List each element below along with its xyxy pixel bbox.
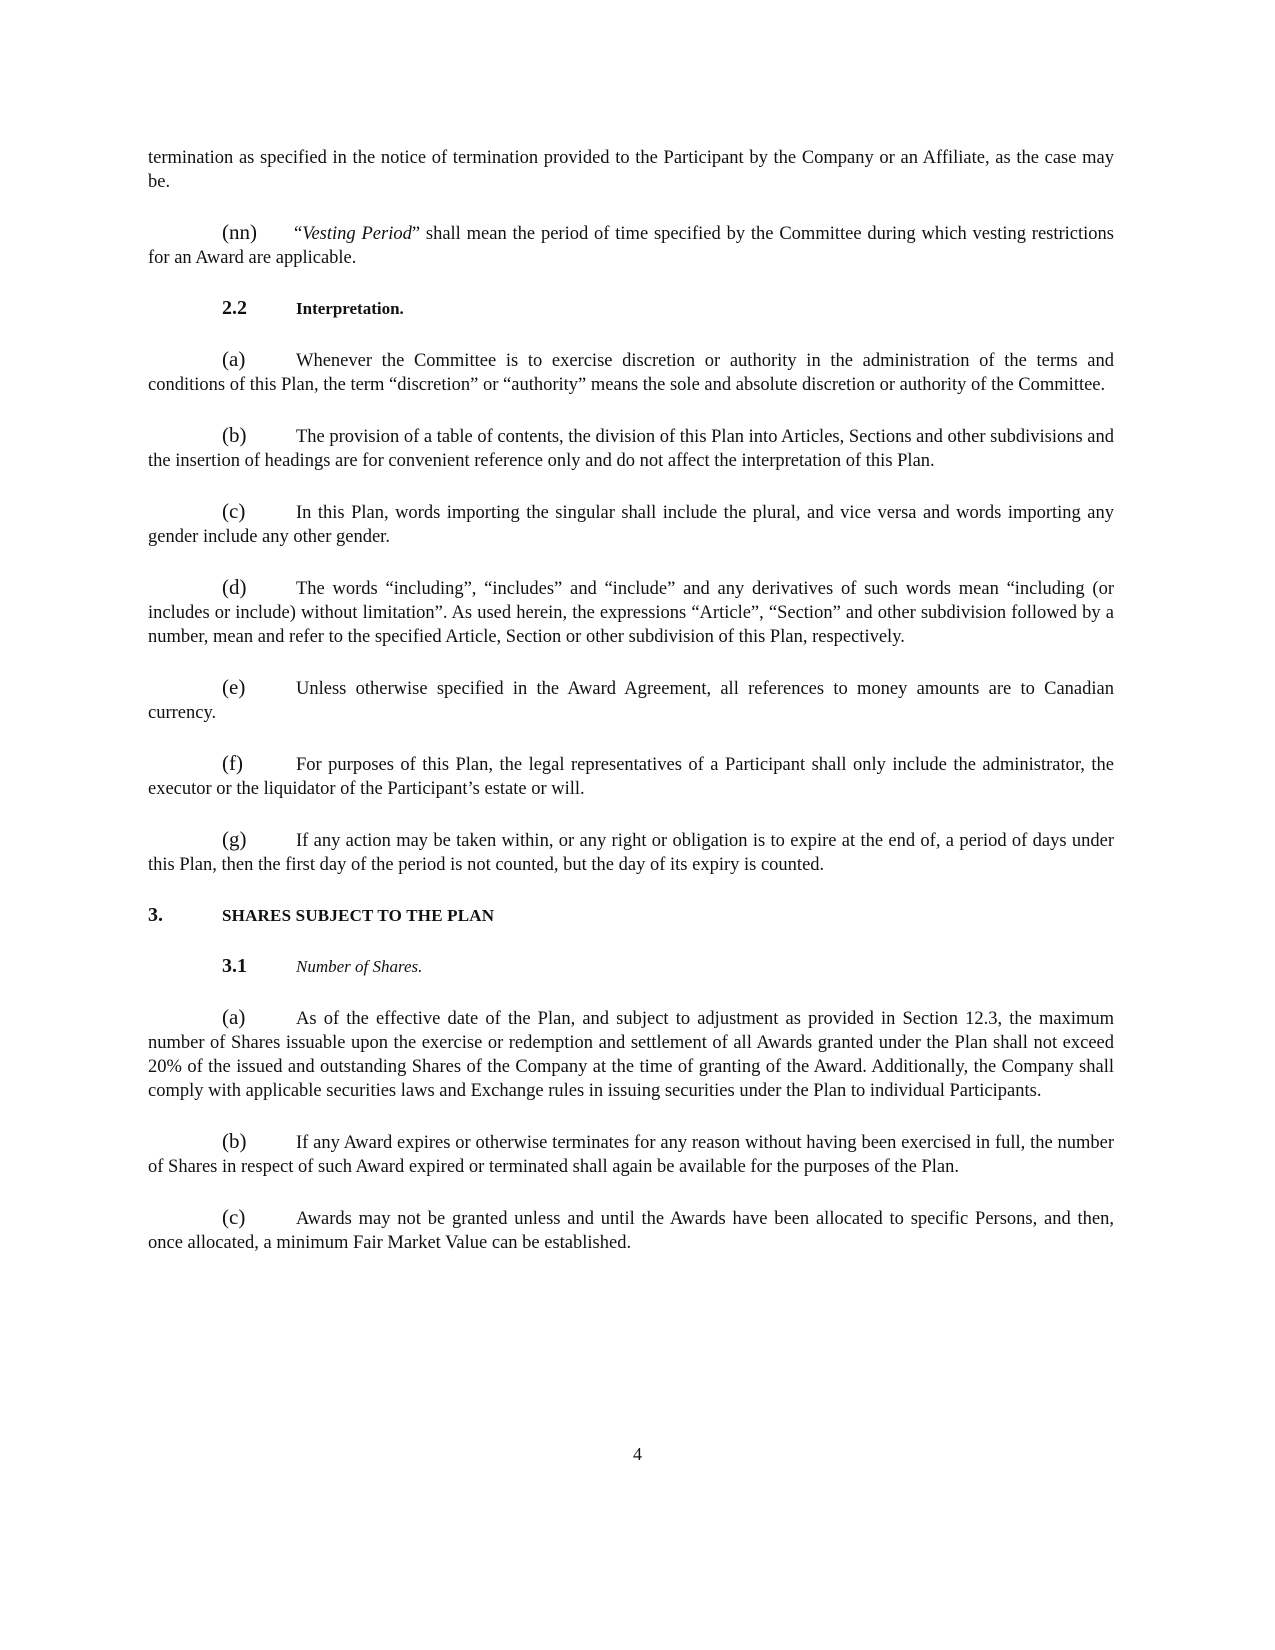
item-marker: (e) [222,675,246,699]
section-number: 2.2 [222,297,247,319]
item-marker: (d) [222,575,247,599]
definition-nn [148,220,1114,270]
list-item [148,423,1114,473]
open-quote: “ [294,224,303,244]
item-marker: (a) [222,1005,246,1029]
definition-text: shall mean the period of time specified by the Committee during which vesting restrictions for an Award are applicable. [148,224,1114,268]
section-heading-3-1 [148,954,1114,979]
item-marker: (c) [222,499,246,523]
item-marker: (a) [222,347,246,371]
list-item [148,827,1114,877]
item-text: If any Award expires or otherwise terminates for any reason without having been exercised in full, the number of Shares in respect of such Award expired or terminated shall again be available for the purposes of the Plan. [148,1133,1114,1177]
page-number: 4 [633,1444,642,1464]
article-heading-3 [148,903,1114,928]
item-text: The provision of a table of contents, the division of this Plan into Articles, Sections and other subdivisions and the insertion of headings are for convenient reference only and do not affect the interpretation of this Plan. [148,427,1115,471]
article-number: 3. [148,904,163,926]
item-marker: (c) [222,1205,246,1229]
list-item [148,1205,1114,1255]
item-text: Whenever the Committee is to exercise discretion or authority in the administration of the terms and conditions of this Plan, the term “discretion” or “authority” means the sole and absolute discretion or authority of the Committee. [148,351,1114,395]
item-text: Awards may not be granted unless and until the Awards have been allocated to specific Persons, and then, once allocated, a minimum Fair Market Value can be established. [148,1209,1114,1253]
section-title: Interpretation. [296,299,404,318]
item-marker: (f) [222,751,243,775]
list-item [148,675,1114,725]
item-marker: (b) [222,423,247,447]
list-item [148,499,1114,549]
close-quote: ” [411,224,421,244]
section-number: 3.1 [222,955,247,977]
document-page [148,146,1114,1281]
item-marker: (b) [222,1129,247,1153]
item-text: In this Plan, words importing the singular shall include the plural, and vice versa and words importing any gender include any other gender. [148,503,1114,547]
item-text: The words “including”, “includes” and “include” and any derivatives of such words mean “including (or includes or include) without limitation”. As used herein, the expressions “Article”, “Section” and other subdivision followed by a number, mean and refer to the specified Article, Section or other subdivision of this Plan, respectively. [148,579,1114,647]
continuation-paragraph: termination as specified in the notice of termination provided to the Participant by the Company or an Affiliate, as the case may be. [148,148,1114,192]
item-text: If any action may be taken within, or any right or obligation is to expire at the end of, a period of days under this Plan, then the first day of the period is not counted, but the day of its expiry is counted. [148,831,1114,875]
item-marker: (g) [222,827,247,851]
item-text: Unless otherwise specified in the Award Agreement, all references to money amounts are to Canadian currency. [148,679,1114,723]
defined-term: Vesting Period [302,224,412,244]
section-heading-2-2 [148,296,1114,321]
list-item [148,751,1114,801]
list-item [148,347,1114,397]
list-item [148,575,1114,649]
item-text: As of the effective date of the Plan, and subject to adjustment as provided in Section 12.3, the maximum number of Shares issuable upon the exercise or redemption and settlement of all Awards granted under the Plan shall not exceed 20% of the issued and outstanding Shares of the Company at the time of granting of the Award. Additionally, the Company shall comply with applicable securities laws and Exchange rules in issuing securities under the Plan to individual Participants. [148,1009,1114,1101]
item-marker: (nn) [222,220,257,244]
section-title: Number of Shares. [296,957,423,976]
item-text: For purposes of this Plan, the legal representatives of a Participant shall only include the administrator, the executor or the liquidator of the Participant’s estate or will. [148,755,1114,799]
article-title: SHARES SUBJECT TO THE PLAN [222,906,495,925]
list-item [148,1005,1114,1103]
list-item [148,1129,1114,1179]
